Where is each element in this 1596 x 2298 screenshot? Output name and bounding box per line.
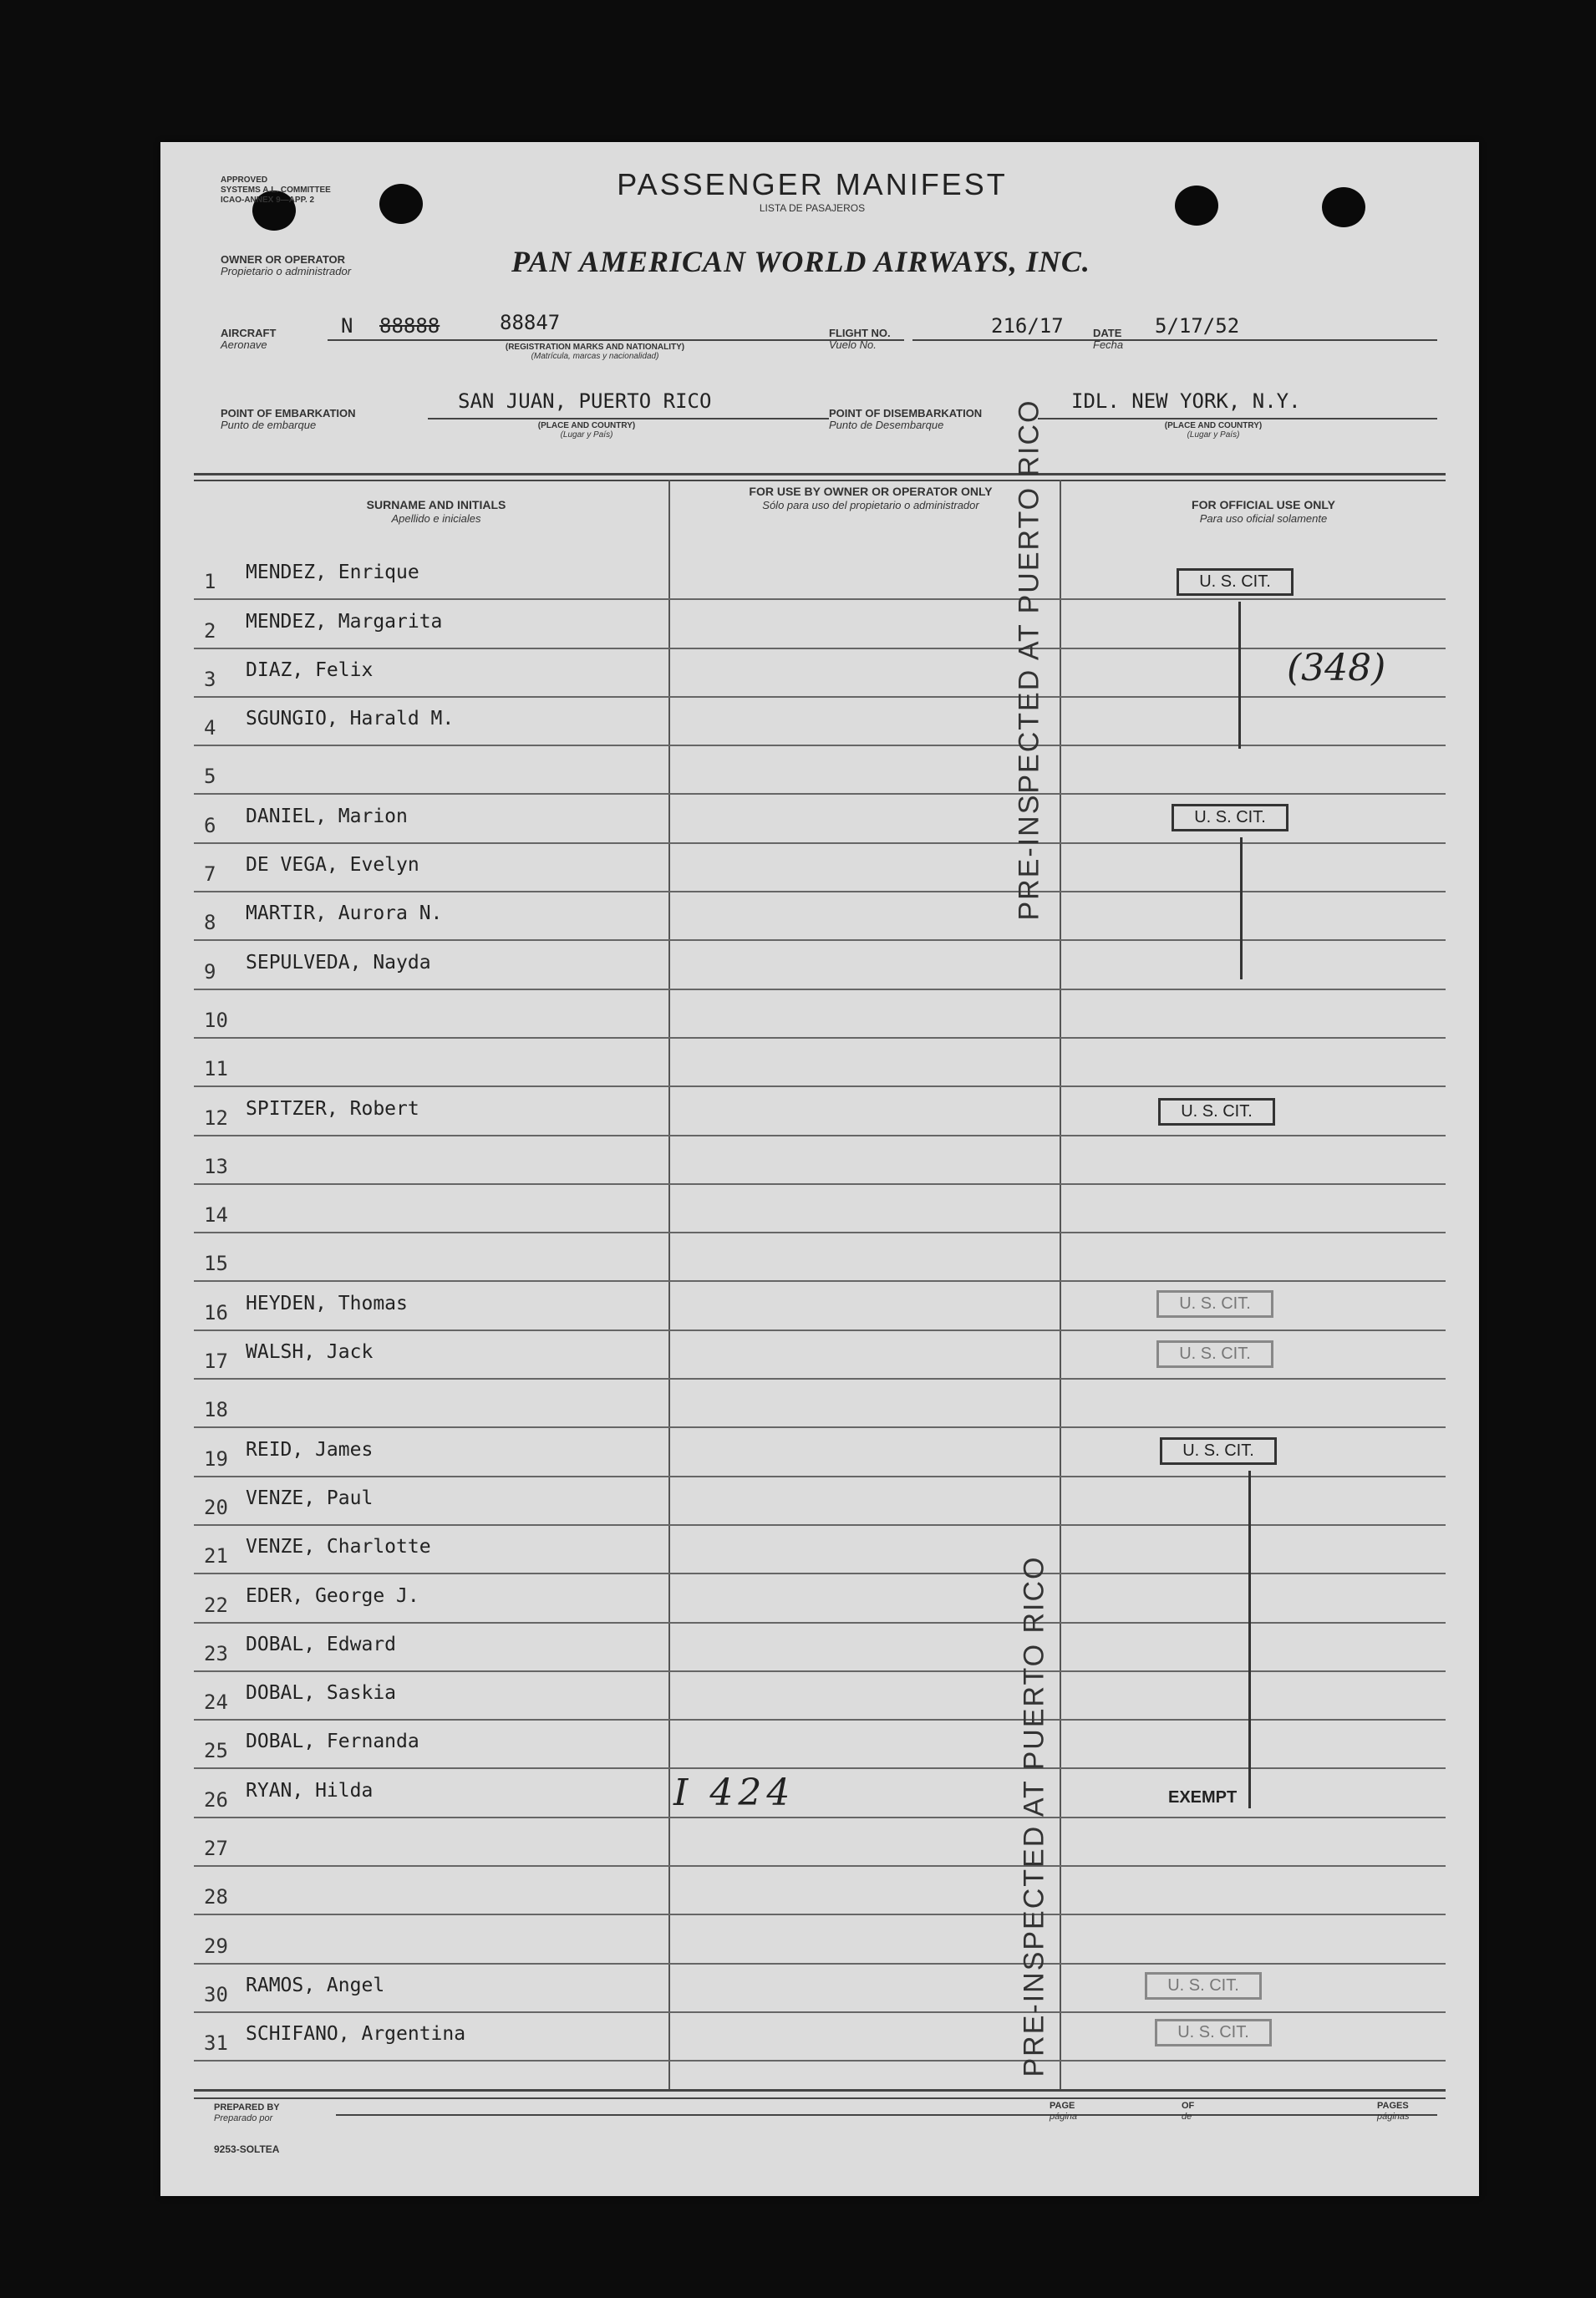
disembark-label-en: POINT OF DISEMBARKATION [829, 407, 983, 419]
passenger-name: MARTIR, Aurora N. [246, 902, 443, 925]
table-top-rule [194, 473, 1446, 475]
table-row [194, 1526, 1446, 1574]
date-label-en: DATE [1093, 327, 1122, 339]
row-number: 27 [204, 1837, 228, 1861]
handwritten-owner-note: I 424 [673, 1772, 795, 1814]
row-number: 14 [204, 1203, 228, 1228]
place-note-en: (PLACE AND COUNTRY) [537, 421, 636, 430]
preinspected-stamp: PRE-INSPECTED AT PUERTO RICO [1013, 399, 1045, 921]
surname-header-es: Apellido e iniciales [391, 512, 481, 525]
us-citizen-stamp: U. S. CIT. [1177, 568, 1294, 596]
registration-note [428, 343, 762, 361]
manifest-sheet [160, 142, 1479, 2196]
table-row [194, 600, 1446, 648]
flight-label-en: FLIGHT NO. [829, 327, 891, 339]
surname-header-en: SURNAME AND INITIALS [366, 498, 506, 511]
passenger-name: SGUNGIO, Harald M. [246, 708, 455, 730]
row-number: 9 [204, 959, 216, 984]
approval-block [221, 175, 331, 206]
owner-header-es: Sólo para uso del propietario o administrador [762, 499, 979, 511]
aircraft-label [221, 328, 276, 351]
approval-line: ICAO-ANNEX 9—APP. 2 [221, 196, 315, 205]
disembark-underline [1038, 418, 1437, 419]
passenger-name: SPITZER, Robert [246, 1097, 419, 1120]
us-citizen-stamp: U. S. CIT. [1172, 804, 1288, 831]
owner-column-header [737, 485, 1004, 512]
surname-column-header [211, 498, 662, 526]
place-note-es: (Lugar y País) [560, 430, 613, 440]
aircraft-label-en: AIRCRAFT [221, 327, 277, 339]
table-top-rule-inner [194, 480, 1446, 481]
us-citizen-stamp: U. S. CIT. [1160, 1437, 1277, 1465]
punch-hole [1322, 187, 1365, 227]
row-number: 1 [204, 570, 216, 594]
row-number: 11 [204, 1057, 228, 1081]
embark-label-es: Punto de embarque [221, 419, 317, 431]
flight-number: 216/17 [991, 314, 1064, 338]
us-citizen-stamp: U. S. CIT. [1156, 1340, 1273, 1368]
embark-underline [428, 418, 829, 419]
of-label [1182, 2101, 1194, 2123]
table-row [194, 746, 1446, 795]
owner-label [221, 254, 351, 277]
row-rule [194, 2060, 1446, 2062]
passenger-name: DANIEL, Marion [246, 805, 408, 827]
bracket-arrow-line [1238, 602, 1241, 749]
flight-label-es: Vuelo No. [829, 338, 877, 351]
table-row [194, 1672, 1446, 1721]
passenger-name: VENZE, Charlotte [246, 1536, 431, 1558]
disembark-label [829, 408, 982, 431]
owner-header-en: FOR USE BY OWNER OR OPERATOR ONLY [749, 485, 993, 498]
place-note-en: (PLACE AND COUNTRY) [1164, 421, 1263, 430]
flight-label [829, 328, 891, 351]
table-row [194, 1915, 1446, 1964]
us-citizen-stamp: U. S. CIT. [1158, 1098, 1275, 1126]
disembark-place-note [1088, 421, 1339, 440]
bracket-arrow-line [1240, 837, 1243, 979]
table-row [194, 1867, 1446, 1915]
form-code: 9253-SOLTEA [214, 2143, 280, 2155]
passenger-name: EDER, George J. [246, 1584, 419, 1607]
passenger-name: VENZE, Paul [246, 1487, 374, 1509]
passenger-name: MENDEZ, Enrique [246, 562, 419, 584]
us-citizen-stamp: U. S. CIT. [1156, 1290, 1273, 1318]
row-number: 8 [204, 911, 216, 935]
row-number: 10 [204, 1008, 228, 1032]
row-number: 6 [204, 813, 216, 837]
table-row [194, 990, 1446, 1039]
table-row [194, 844, 1446, 892]
embark-label-en: POINT OF EMBARKATION [221, 407, 356, 419]
row-number: 2 [204, 618, 216, 643]
row-number: 25 [204, 1739, 228, 1763]
us-citizen-stamp: U. S. CIT. [1155, 2019, 1272, 2046]
table-row [194, 1624, 1446, 1672]
disembark-place: IDL. NEW YORK, N.Y. [1071, 389, 1301, 413]
passenger-name: REID, James [246, 1438, 374, 1461]
table-row [194, 1039, 1446, 1087]
of-label-es: de [1182, 2112, 1192, 2122]
registration-note-es: (Matrícula, marcas y nacionalidad) [531, 352, 659, 361]
table-row [194, 698, 1446, 746]
row-number: 12 [204, 1106, 228, 1130]
place-note-es: (Lugar y País) [1187, 430, 1240, 440]
row-number: 22 [204, 1593, 228, 1617]
date-underline [1138, 339, 1437, 341]
row-number: 13 [204, 1154, 228, 1178]
official-header-en: FOR OFFICIAL USE ONLY [1192, 498, 1335, 511]
page-label [1050, 2101, 1077, 2123]
pages-label-en: PAGES [1377, 2101, 1409, 2111]
prepared-label-es: Preparado por [214, 2113, 273, 2123]
passenger-name: WALSH, Jack [246, 1341, 374, 1364]
pages-label-es: páginas [1377, 2112, 1410, 2122]
row-number: 21 [204, 1544, 228, 1568]
approval-line: SYSTEMS A.L. COMMITTEE [221, 186, 331, 195]
passenger-name: SEPULVEDA, Nayda [246, 951, 431, 974]
approval-line: APPROVED [221, 175, 268, 185]
passenger-name: DOBAL, Edward [246, 1633, 397, 1655]
page-label-es: página [1050, 2112, 1078, 2122]
prepared-by-underline [336, 2114, 1437, 2116]
aircraft-number: 88847 [500, 311, 561, 334]
row-number: 15 [204, 1252, 228, 1276]
page-title: PASSENGER MANIFEST [617, 167, 1008, 201]
punch-hole [1175, 186, 1218, 226]
table-row [194, 1136, 1446, 1185]
table-row [194, 649, 1446, 698]
owner-label-es: Propietario o administrador [221, 265, 352, 277]
row-number: 26 [204, 1787, 228, 1812]
table-row [194, 1574, 1446, 1623]
owner-label-en: OWNER OR OPERATOR [221, 253, 346, 266]
embark-place: SAN JUAN, PUERTO RICO [458, 389, 712, 413]
bracket-arrow-line [1248, 1471, 1251, 1808]
table-row [194, 892, 1446, 941]
aircraft-struck-number: 88888 [379, 314, 440, 338]
table-row [194, 1477, 1446, 1526]
passenger-name: DOBAL, Saskia [246, 1682, 397, 1705]
registration-note-en: (REGISTRATION MARKS AND NATIONALITY) [505, 343, 685, 352]
passenger-name: MENDEZ, Margarita [246, 610, 443, 633]
of-label-en: OF [1182, 2101, 1195, 2111]
preinspected-stamp: PRE-INSPECTED AT PUERTO RICO [1018, 1555, 1050, 2077]
handwritten-count: (348) [1287, 647, 1386, 689]
company-name: PAN AMERICAN WORLD AIRWAYS, INC. [511, 245, 1090, 278]
aircraft-label-es: Aeronave [221, 338, 267, 351]
official-column-header [1088, 498, 1439, 526]
table-row [194, 1233, 1446, 1282]
row-number: 28 [204, 1885, 228, 1909]
row-number: 18 [204, 1398, 228, 1422]
row-number: 19 [204, 1446, 228, 1471]
passenger-name: RAMOS, Angel [246, 1974, 385, 1996]
pages-label [1377, 2101, 1410, 2123]
table-bottom-rule [194, 2089, 1446, 2092]
date-label-es: Fecha [1093, 338, 1124, 351]
row-number: 4 [204, 716, 216, 740]
row-number: 20 [204, 1495, 228, 1519]
row-number: 31 [204, 2031, 228, 2056]
row-number: 5 [204, 765, 216, 789]
row-number: 17 [204, 1350, 228, 1374]
row-number: 16 [204, 1300, 228, 1324]
row-number: 29 [204, 1934, 228, 1958]
exempt-stamp: EXEMPT [1168, 1788, 1238, 1807]
passenger-name: DOBAL, Fernanda [246, 1731, 419, 1753]
page-label-en: PAGE [1050, 2101, 1075, 2111]
table-bottom-rule-inner [194, 2097, 1446, 2099]
date-label [1093, 328, 1123, 351]
us-citizen-stamp: U. S. CIT. [1145, 1972, 1262, 2000]
row-number: 3 [204, 667, 216, 691]
table-row [194, 1380, 1446, 1428]
punch-hole [379, 184, 423, 224]
row-number: 23 [204, 1641, 228, 1665]
row-number: 7 [204, 862, 216, 887]
aircraft-prefix: N [341, 314, 353, 338]
passenger-name: HEYDEN, Thomas [246, 1292, 408, 1314]
table-row [194, 1818, 1446, 1867]
table-row [194, 1185, 1446, 1233]
prepared-label-en: PREPARED BY [214, 2102, 280, 2112]
table-row [194, 1721, 1446, 1769]
aircraft-underline [328, 339, 904, 341]
passenger-name: RYAN, Hilda [246, 1779, 374, 1802]
flight-date: 5/17/52 [1155, 314, 1240, 338]
embark-label [221, 408, 356, 431]
row-number: 24 [204, 1690, 228, 1715]
page-subtitle: LISTA DE PASAJEROS [759, 202, 866, 214]
disembark-label-es: Punto de Desembarque [829, 419, 944, 431]
official-header-es: Para uso oficial solamente [1199, 512, 1328, 525]
table-row [194, 941, 1446, 989]
row-number: 30 [204, 1982, 228, 2006]
prepared-by-label [214, 2102, 280, 2124]
table-row [194, 1770, 1446, 1818]
embark-place-note [461, 421, 712, 440]
passenger-name: DIAZ, Felix [246, 658, 374, 681]
passenger-name: DE VEGA, Evelyn [246, 854, 419, 877]
passenger-name: SCHIFANO, Argentina [246, 2023, 466, 2046]
